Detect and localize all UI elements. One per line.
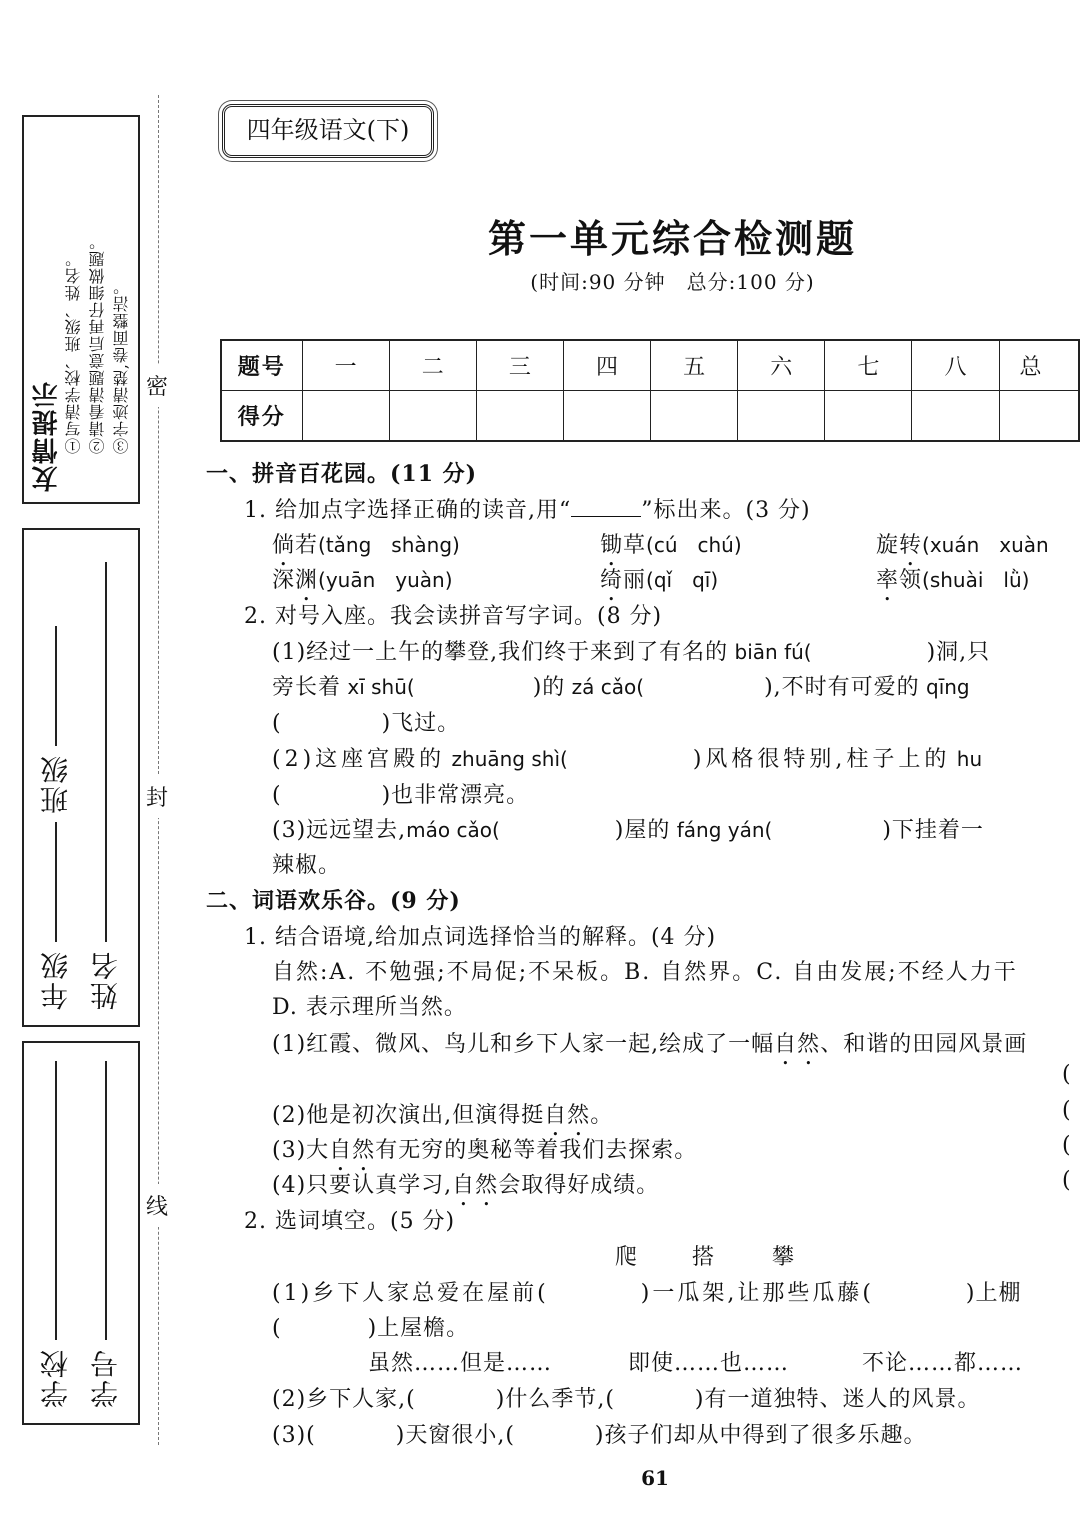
grade-class-box [22,528,140,1027]
text: (3)大 [272,1138,330,1163]
s2-q2-sentence-2 [272,1382,981,1413]
char: 深 [272,568,296,593]
char: 若 [295,533,319,558]
text: (1)红霞、微风、鸟儿和乡下人家一起,绘成了一幅 [272,1032,775,1057]
number-underline [105,1061,107,1340]
char: 领 [899,568,923,593]
s2-q2-sentence-1-cont [272,1311,469,1342]
dotted-word: 自然 [329,1138,376,1163]
score-cell[interactable] [563,391,650,442]
text: ( [272,783,282,808]
s1-q2-line-7: 辣椒。 [272,853,342,878]
s1-q1-prompt-a: 1. 给加点字选择正确的读音,用“ [244,498,572,523]
s2-q2-prompt: 2. 选词填空。(5 分) [244,1209,456,1234]
text: (1)乡下人家总爱在屋前( [272,1281,549,1306]
text: )上屋檐。 [367,1316,470,1341]
char: 丽 [623,568,647,593]
text: (1)经过一上午的攀登,我们终于来到了有名的 [272,640,729,665]
text: (2)这座宫殿的 [272,747,446,772]
dotted-word: 自然 [452,1173,499,1198]
score-cell[interactable] [738,391,825,442]
conjunction-choice: 不论……都…… [862,1351,1024,1376]
text: 会取得好成绩。 [498,1173,660,1198]
text: 、和谐的田园风景画 [820,1032,1028,1057]
text: )飞过。 [381,711,461,736]
s2-q2-sentence-3 [272,1418,927,1449]
s1-q2-prompt: 2. 对号入座。我会读拼音写字词。(8 分) [244,604,663,629]
class-underline [55,626,57,746]
col-2: 二 [389,340,476,391]
pinyin-options[interactable]: (qǐ qī) [646,568,719,592]
s1-q2-line-4 [272,742,982,773]
s1-q2-line-5 [272,778,529,809]
pinyin-options[interactable]: (shuài lǜ) [922,568,1030,592]
cut-word-line: 线 [146,1184,168,1227]
tip-2: ②请看清题意后再仔细做题。 [88,233,107,454]
text: )天窗很小,( [395,1423,515,1448]
text: )的 [532,675,566,700]
school-underline [55,1061,57,1340]
pinyin-options[interactable]: (yuān yuàn) [318,568,453,592]
score-cell[interactable] [825,391,912,442]
s2-q2-sentence-1 [272,1276,1022,1307]
col-6: 六 [738,340,825,391]
text: 有无穷的奥秘等着我们去探索。 [375,1138,698,1163]
pinyin: fáng yán( [670,818,773,842]
pinyin: xī shū( [341,675,415,699]
pinyin-options[interactable]: (tǎng shàng) [318,533,460,557]
s2-q1-sentence-1 [272,1027,1027,1070]
name-label: 姓名 [89,950,122,1010]
text: )孩子们却从中得到了很多乐趣。 [594,1423,927,1448]
book-label: 四年级语文(下) [222,104,434,158]
text: )屋的 [614,818,671,843]
word-choice: 爬 [615,1245,639,1270]
section-2-heading: 二、词语欢乐谷。(9 分) [206,888,461,914]
pinyin-options[interactable]: (cú chú) [646,533,742,557]
school-field[interactable] [36,1053,76,1408]
mark-underline-sample [571,498,641,517]
score-table [220,339,1080,442]
dotted-word: 自然 [774,1032,821,1057]
text: ),不时有可爱的 [764,675,920,700]
score-cell[interactable] [302,391,389,442]
text: )风格很特别,柱子上的 [692,747,951,772]
page-title: 第一单元综合检测题 [487,216,857,261]
dotted-char: 渊 [295,568,319,593]
text: ( [272,711,282,736]
s1-q1-prompt [244,493,811,524]
text: (3)( [272,1423,316,1448]
col-total: 总 [999,340,1079,391]
dotted-char: 转 [899,533,923,558]
text: )什么季节,( [495,1387,615,1412]
pinyin: zá cǎo( [565,675,645,699]
dotted-char: 绮 [600,568,624,593]
pinyin: qīng [919,675,970,699]
col-5: 五 [651,340,738,391]
section-1-heading: 一、拼音百花园。(11 分) [206,461,478,487]
score-table-score-row [221,391,1079,442]
col-3: 三 [476,340,563,391]
pinyin: biān fú( [728,640,812,664]
col-1: 一 [302,340,389,391]
number-label: 学号 [89,1348,122,1408]
grade-field[interactable] [36,540,76,1010]
score-cell[interactable] [476,391,563,442]
school-number-box [22,1041,140,1425]
page-number: 61 [641,1466,669,1490]
dotted-word: 自然 [544,1103,591,1128]
word-choice: 搭 [692,1245,716,1270]
col-7: 七 [825,340,912,391]
answer-paren[interactable]: ( [1062,1133,1072,1158]
cut-line [158,95,159,1445]
grade-underline [55,822,57,942]
score-cell[interactable] [389,391,476,442]
score-cell-total[interactable] [999,391,1079,442]
tip-3: ③字迹清楚,卷面整洁。 [112,277,131,454]
text: 。 [590,1103,614,1128]
question-number-label: 题号 [221,340,302,391]
s1-q2-line-6 [272,813,984,844]
text: (4)只要认真学习, [272,1173,453,1198]
number-field[interactable] [86,1053,126,1408]
grade-label: 年级 [39,950,72,1010]
s2-q1-definitions-1: 自然:A. 不勉强;不局促;不呆板。B. 自然界。C. 自由发展;不经人力干 [272,960,1018,985]
pinyin: hu [950,747,983,771]
conjunction-choice: 即使……也…… [628,1351,790,1376]
pinyin: zhuāng shì( [445,747,568,771]
conjunction-choice: 虽然……但是…… [368,1351,553,1376]
score-cell[interactable] [912,391,999,442]
text: (3)远远望去, [272,818,407,843]
text: )也非常漂亮。 [381,783,530,808]
dotted-char: 倘 [272,533,296,558]
word-choice: 攀 [772,1245,796,1270]
s1-q1-item[interactable] [876,563,1029,606]
s2-q1-prompt: 1. 结合语境,给加点词选择恰当的解释。(4 分) [244,925,717,950]
col-4: 四 [563,340,650,391]
answer-paren[interactable]: ( [1062,1168,1072,1193]
text: )洞,只 [926,640,991,665]
s1-q2-line-2 [272,670,970,701]
char: 草 [623,533,647,558]
text: ( [272,1316,282,1341]
dotted-char: 率 [876,568,900,593]
text: )上棚 [965,1281,1022,1306]
text: (2)他是初次演出,但演得挺 [272,1103,545,1128]
text: (2)乡下人家,( [272,1387,416,1412]
text: 旁长着 [272,675,342,700]
cut-word-close: 封 [146,775,168,818]
dotted-char: 锄 [600,533,624,558]
s1-q2-line-3 [272,706,460,737]
score-label: 得分 [221,391,302,442]
tip-1: ①写清学校、班级、姓名。 [64,250,83,454]
cut-word-seal: 密 [146,364,168,407]
score-table-header-row [221,340,1079,391]
tips-heading: 友情提示 [32,380,62,492]
text: )一瓜架,让那些瓜藤( [640,1281,874,1306]
answer-paren[interactable]: ( [1062,1062,1072,1087]
pinyin: máo cǎo( [406,818,500,842]
answer-paren[interactable]: ( [1062,1098,1072,1123]
char: 旋 [876,533,900,558]
score-cell[interactable] [651,391,738,442]
s2-q1-definitions-2: D. 表示理所当然。 [272,995,467,1020]
page-subtitle: (时间:90 分钟 总分:100 分) [530,270,815,294]
s1-q2-line-1 [272,635,990,666]
class-label: 班级 [39,754,72,814]
text: )有一道独特、迷人的风景。 [694,1387,981,1412]
name-field[interactable] [86,540,126,1010]
school-label: 学校 [39,1348,72,1408]
col-8: 八 [912,340,999,391]
s1-q1-prompt-b: ”标出来。(3 分) [641,498,811,523]
tips-box [22,115,140,504]
name-underline [105,562,107,942]
text: )下挂着一 [882,818,984,843]
pinyin-options[interactable]: (xuán xuàn [922,533,1049,557]
